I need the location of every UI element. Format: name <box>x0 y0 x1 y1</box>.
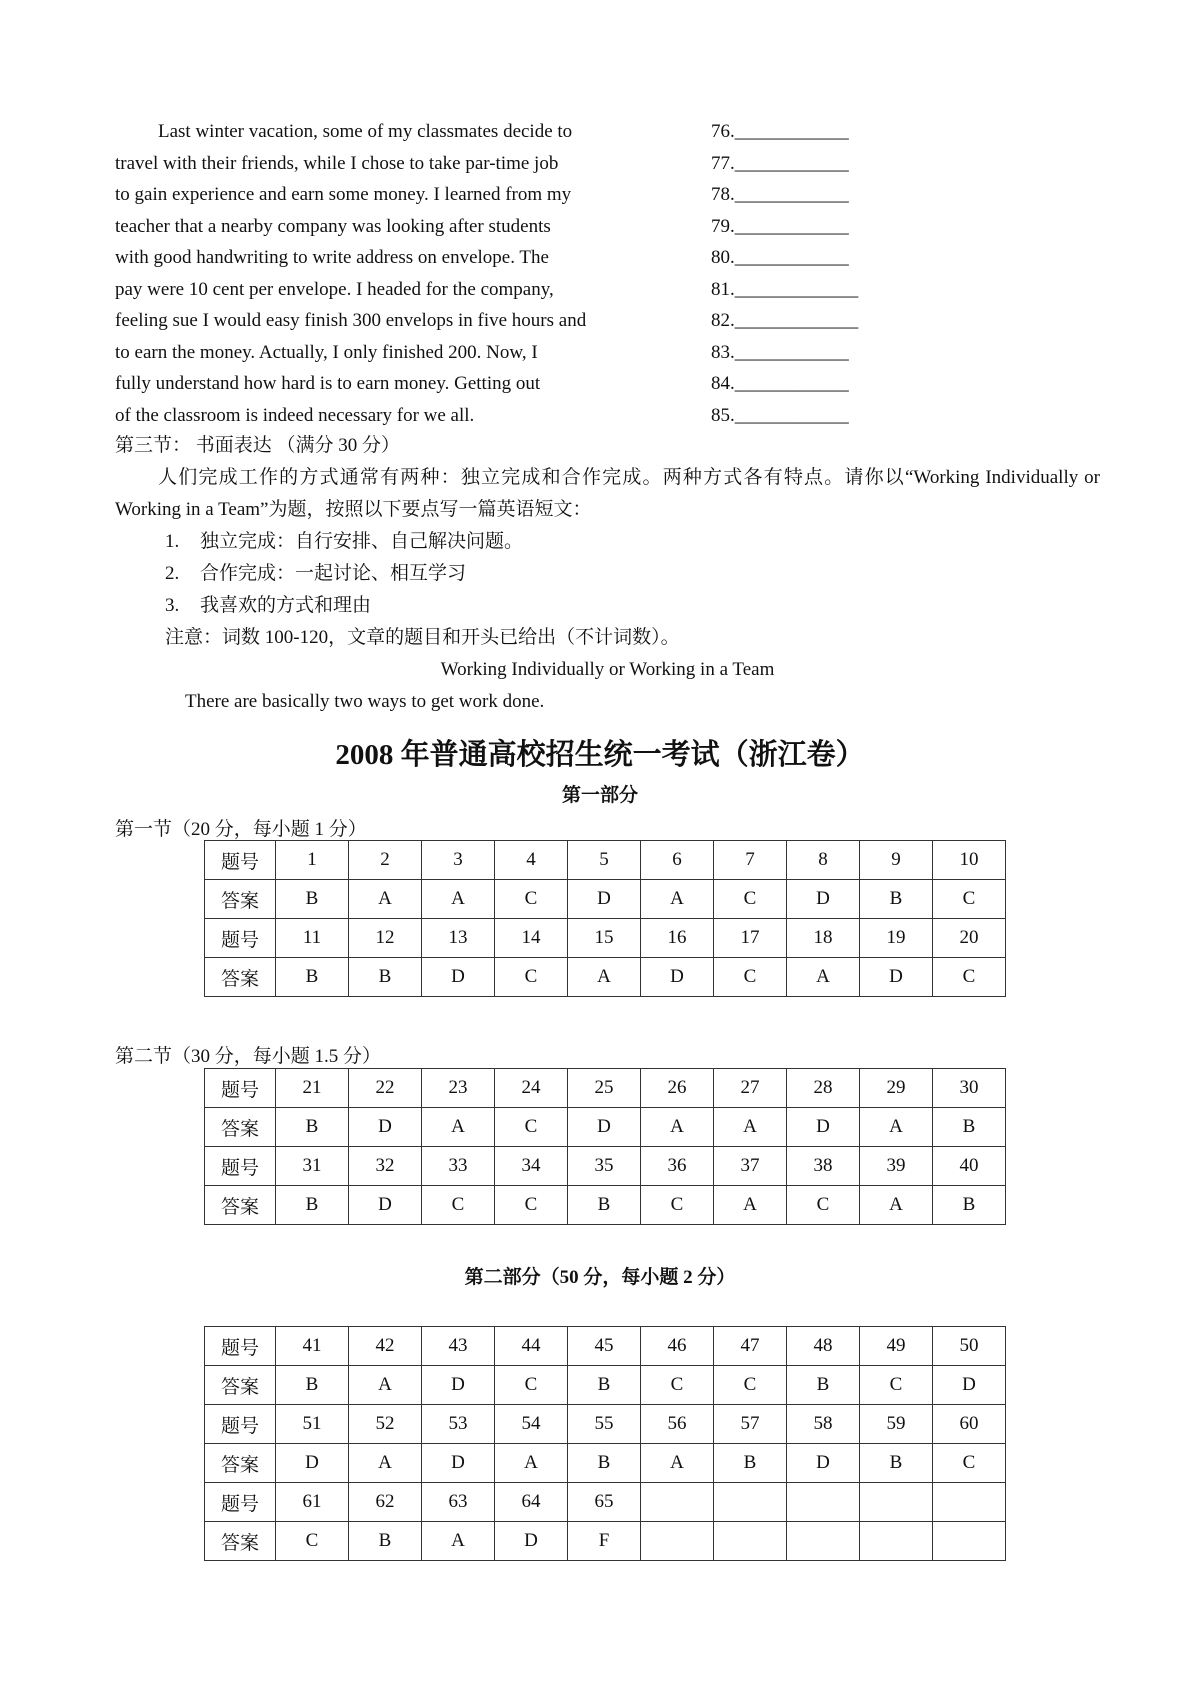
answer-table-part2 <box>204 1326 1006 1561</box>
answer-blank: 79.____________ <box>711 215 849 237</box>
question-number-cell: 45 <box>568 1327 641 1366</box>
requirement-item <box>115 590 1100 622</box>
answer-cell <box>933 1522 1006 1561</box>
question-number-cell: 63 <box>422 1483 495 1522</box>
question-number-cell: 33 <box>422 1147 495 1186</box>
table-row <box>205 1522 1006 1561</box>
section2-title: 第二节（30 分，每小题 1.5 分） <box>115 1046 382 1067</box>
part2-title: 第二部分（50 分，每小题 2 分） <box>464 1267 736 1288</box>
table-row <box>205 1147 1006 1186</box>
question-number-cell: 50 <box>933 1327 1006 1366</box>
writing-task <box>115 462 1100 718</box>
answer-cell: D <box>349 1108 422 1147</box>
answer-cell: B <box>276 880 349 919</box>
row-label-cell: 题号 <box>205 1147 276 1186</box>
question-number-cell: 1 <box>276 841 349 880</box>
question-number-cell: 57 <box>714 1405 787 1444</box>
answer-cell: C <box>933 880 1006 919</box>
answer-cell: B <box>860 1444 933 1483</box>
answer-blank: 81._____________ <box>711 278 859 300</box>
passage-line <box>115 400 1075 432</box>
answer-cell: C <box>641 1366 714 1405</box>
question-number-cell: 30 <box>933 1069 1006 1108</box>
question-number-cell <box>641 1483 714 1522</box>
answer-cell: C <box>422 1186 495 1225</box>
table-row <box>205 1327 1006 1366</box>
question-number-cell: 58 <box>787 1405 860 1444</box>
passage-line-text: to gain experience and earn some money. I learned from my <box>115 184 572 205</box>
requirement-number: 2. <box>165 563 180 584</box>
table-row <box>205 1186 1006 1225</box>
answer-blank: 77.____________ <box>711 152 849 174</box>
answer-cell: D <box>787 1108 860 1147</box>
answer-cell: C <box>495 1186 568 1225</box>
question-number-cell: 60 <box>933 1405 1006 1444</box>
question-number-cell: 22 <box>349 1069 422 1108</box>
proofreading-passage <box>115 116 1075 431</box>
answer-cell: A <box>349 1444 422 1483</box>
requirement-number: 1. <box>165 531 180 552</box>
table-row <box>205 1405 1006 1444</box>
question-number-cell: 7 <box>714 841 787 880</box>
row-label-cell: 题号 <box>205 1483 276 1522</box>
answer-cell: A <box>714 1186 787 1225</box>
passage-line-text: Last winter vacation, some of my classmates decide to <box>158 121 573 142</box>
answer-cell: A <box>495 1444 568 1483</box>
answer-blank: 80.____________ <box>711 247 849 268</box>
essay-title: Working Individually or Working in a Team <box>440 659 775 680</box>
requirement-text: 独立完成：自行安排、自己解决问题。 <box>200 531 524 552</box>
answer-cell: C <box>495 1366 568 1405</box>
answer-cell: B <box>568 1186 641 1225</box>
passage-line-text: pay were 10 cent per envelope. I headed for the company, <box>115 278 554 300</box>
answer-cell: A <box>641 880 714 919</box>
answer-cell: D <box>349 1186 422 1225</box>
table-row <box>205 919 1006 958</box>
table-row <box>205 841 1006 880</box>
answer-cell: A <box>641 1108 714 1147</box>
answer-cell: D <box>276 1444 349 1483</box>
question-number-cell: 55 <box>568 1405 641 1444</box>
requirement-item <box>115 558 1100 590</box>
part1-title: 第一部分 <box>561 785 638 806</box>
answer-cell: B <box>860 880 933 919</box>
answer-cell: B <box>276 1366 349 1405</box>
answer-cell: D <box>422 1366 495 1405</box>
answer-cell: C <box>714 880 787 919</box>
answer-cell: B <box>568 1444 641 1483</box>
question-number-cell: 21 <box>276 1069 349 1108</box>
passage-line <box>115 368 1075 400</box>
answer-cell: F <box>568 1522 641 1561</box>
question-number-cell: 34 <box>495 1147 568 1186</box>
question-number-cell: 52 <box>349 1405 422 1444</box>
answer-cell: A <box>568 958 641 997</box>
answer-cell <box>714 1522 787 1561</box>
answer-cell: D <box>787 1444 860 1483</box>
exam-title: 2008 年普通高校招生统一考试（浙江卷） <box>335 739 865 771</box>
answer-cell <box>641 1522 714 1561</box>
question-number-cell: 65 <box>568 1483 641 1522</box>
question-number-cell: 3 <box>422 841 495 880</box>
answer-cell: D <box>860 958 933 997</box>
answer-cell: A <box>422 1522 495 1561</box>
question-number-cell: 23 <box>422 1069 495 1108</box>
answer-cell: A <box>641 1444 714 1483</box>
question-number-cell: 62 <box>349 1483 422 1522</box>
answer-cell: B <box>787 1366 860 1405</box>
row-label-cell: 答案 <box>205 1366 276 1405</box>
answer-cell: D <box>568 1108 641 1147</box>
question-number-cell: 51 <box>276 1405 349 1444</box>
question-number-cell: 35 <box>568 1147 641 1186</box>
question-number-cell: 46 <box>641 1327 714 1366</box>
table-row <box>205 1108 1006 1147</box>
question-number-cell <box>860 1483 933 1522</box>
question-number-cell: 38 <box>787 1147 860 1186</box>
passage-line-text: teacher that a nearby company was looking after students <box>115 215 551 237</box>
row-label-cell: 答案 <box>205 1108 276 1147</box>
question-number-cell: 41 <box>276 1327 349 1366</box>
question-number-cell: 36 <box>641 1147 714 1186</box>
essay-opening: There are basically two ways to get work done. <box>185 691 545 712</box>
answer-cell: A <box>714 1108 787 1147</box>
requirement-text: 我喜欢的方式和理由 <box>200 595 372 616</box>
answer-cell: B <box>933 1108 1006 1147</box>
section1-title: 第一节（20 分，每小题 1 分） <box>115 819 367 840</box>
table-row <box>205 880 1006 919</box>
question-number-cell: 17 <box>714 919 787 958</box>
question-number-cell: 9 <box>860 841 933 880</box>
question-number-cell: 26 <box>641 1069 714 1108</box>
question-number-cell: 40 <box>933 1147 1006 1186</box>
passage-line <box>115 305 1075 337</box>
passage-line-text: feeling sue I would easy finish 300 envelops in five hours and <box>115 310 587 331</box>
answer-cell: C <box>787 1186 860 1225</box>
question-number-cell: 42 <box>349 1327 422 1366</box>
answer-table-section1 <box>204 840 1006 997</box>
answer-cell: A <box>860 1108 933 1147</box>
requirement-item <box>115 526 1100 558</box>
question-number-cell: 29 <box>860 1069 933 1108</box>
question-number-cell: 48 <box>787 1327 860 1366</box>
question-number-cell: 54 <box>495 1405 568 1444</box>
row-label-cell: 题号 <box>205 919 276 958</box>
question-number-cell: 16 <box>641 919 714 958</box>
question-number-cell: 31 <box>276 1147 349 1186</box>
answer-cell: B <box>349 958 422 997</box>
question-number-cell <box>933 1483 1006 1522</box>
answer-blank: 83.____________ <box>711 341 849 363</box>
question-number-cell: 12 <box>349 919 422 958</box>
answer-blank: 85.____________ <box>711 404 849 426</box>
answer-cell <box>787 1522 860 1561</box>
question-number-cell: 39 <box>860 1147 933 1186</box>
answer-cell <box>860 1522 933 1561</box>
question-number-cell: 53 <box>422 1405 495 1444</box>
row-label-cell: 答案 <box>205 958 276 997</box>
table-row <box>205 1069 1006 1108</box>
question-number-cell: 24 <box>495 1069 568 1108</box>
question-number-cell: 13 <box>422 919 495 958</box>
question-number-cell: 61 <box>276 1483 349 1522</box>
passage-line-text: fully understand how hard is to earn money. Getting out <box>115 373 541 394</box>
answer-cell: C <box>714 1366 787 1405</box>
answer-cell: B <box>714 1444 787 1483</box>
passage-line <box>115 116 1075 148</box>
passage-line <box>115 337 1075 369</box>
question-number-cell: 49 <box>860 1327 933 1366</box>
passage-line-text: to earn the money. Actually, I only finished 200. Now, I <box>115 341 538 363</box>
answer-cell: D <box>422 958 495 997</box>
answer-cell: C <box>714 958 787 997</box>
answer-cell: D <box>495 1522 568 1561</box>
answer-cell: A <box>422 1108 495 1147</box>
question-number-cell: 56 <box>641 1405 714 1444</box>
answer-cell: B <box>276 958 349 997</box>
answer-blank: 76.____________ <box>711 121 849 142</box>
word-count-note: 注意：词数 100-120，文章的题目和开头已给出（不计词数）。 <box>165 627 680 648</box>
passage-line-text: with good handwriting to write address on envelope. The <box>115 247 549 268</box>
answer-blank: 82._____________ <box>711 310 859 331</box>
question-number-cell: 25 <box>568 1069 641 1108</box>
question-number-cell: 4 <box>495 841 568 880</box>
question-number-cell: 37 <box>714 1147 787 1186</box>
row-label-cell: 题号 <box>205 841 276 880</box>
answer-cell: B <box>349 1522 422 1561</box>
requirement-number: 3. <box>165 595 180 616</box>
question-number-cell: 47 <box>714 1327 787 1366</box>
question-number-cell: 6 <box>641 841 714 880</box>
answer-cell: D <box>568 880 641 919</box>
passage-line-text: of the classroom is indeed necessary for we all. <box>115 404 475 426</box>
question-number-cell: 20 <box>933 919 1006 958</box>
answer-cell: A <box>349 880 422 919</box>
answer-cell: D <box>422 1444 495 1483</box>
table-row <box>205 1366 1006 1405</box>
question-number-cell: 10 <box>933 841 1006 880</box>
writing-instructions: 人们完成工作的方式通常有两种：独立完成和合作完成。两种方式各有特点。请你以“Working Individually or Working in a Team”为题，按照以下要点写一篇英语短文： <box>115 467 1100 520</box>
answer-cell: C <box>641 1186 714 1225</box>
answer-cell: C <box>933 1444 1006 1483</box>
table-row <box>205 1483 1006 1522</box>
row-label-cell: 题号 <box>205 1069 276 1108</box>
table-row <box>205 958 1006 997</box>
answer-cell: D <box>933 1366 1006 1405</box>
answer-cell: B <box>276 1186 349 1225</box>
answer-cell: B <box>933 1186 1006 1225</box>
answer-cell: A <box>349 1366 422 1405</box>
question-number-cell <box>787 1483 860 1522</box>
answer-cell: A <box>860 1186 933 1225</box>
answer-cell: C <box>860 1366 933 1405</box>
question-number-cell: 18 <box>787 919 860 958</box>
question-number-cell: 28 <box>787 1069 860 1108</box>
question-number-cell: 19 <box>860 919 933 958</box>
question-number-cell: 64 <box>495 1483 568 1522</box>
requirement-text: 合作完成：一起讨论、相互学习 <box>200 563 467 584</box>
question-number-cell: 11 <box>276 919 349 958</box>
answer-cell: C <box>495 880 568 919</box>
answer-cell: B <box>276 1108 349 1147</box>
question-number-cell: 5 <box>568 841 641 880</box>
answer-blank: 78.____________ <box>711 184 849 205</box>
row-label-cell: 题号 <box>205 1327 276 1366</box>
question-number-cell: 27 <box>714 1069 787 1108</box>
passage-line <box>115 211 1075 243</box>
question-number-cell <box>714 1483 787 1522</box>
row-label-cell: 题号 <box>205 1405 276 1444</box>
question-number-cell: 43 <box>422 1327 495 1366</box>
answer-cell: C <box>495 958 568 997</box>
question-number-cell: 8 <box>787 841 860 880</box>
row-label-cell: 答案 <box>205 1522 276 1561</box>
question-number-cell: 14 <box>495 919 568 958</box>
row-label-cell: 答案 <box>205 1444 276 1483</box>
answer-cell: C <box>933 958 1006 997</box>
passage-line <box>115 274 1075 306</box>
answer-cell: A <box>422 880 495 919</box>
row-label-cell: 答案 <box>205 880 276 919</box>
passage-line-text: travel with their friends, while I chose to take par-time job <box>115 152 559 174</box>
writing-section-title: 第三节： 书面表达 （满分 30 分） <box>115 435 401 456</box>
question-number-cell: 2 <box>349 841 422 880</box>
question-number-cell: 59 <box>860 1405 933 1444</box>
answer-cell: B <box>568 1366 641 1405</box>
question-number-cell: 15 <box>568 919 641 958</box>
table-row <box>205 1444 1006 1483</box>
passage-line <box>115 179 1075 211</box>
answer-cell: C <box>276 1522 349 1561</box>
answer-table-section2 <box>204 1068 1006 1225</box>
answer-cell: D <box>641 958 714 997</box>
answer-cell: D <box>787 880 860 919</box>
passage-line <box>115 242 1075 274</box>
question-number-cell: 44 <box>495 1327 568 1366</box>
question-number-cell: 32 <box>349 1147 422 1186</box>
passage-line <box>115 148 1075 180</box>
answer-blank: 84.____________ <box>711 373 849 394</box>
row-label-cell: 答案 <box>205 1186 276 1225</box>
answer-cell: C <box>495 1108 568 1147</box>
answer-cell: A <box>787 958 860 997</box>
